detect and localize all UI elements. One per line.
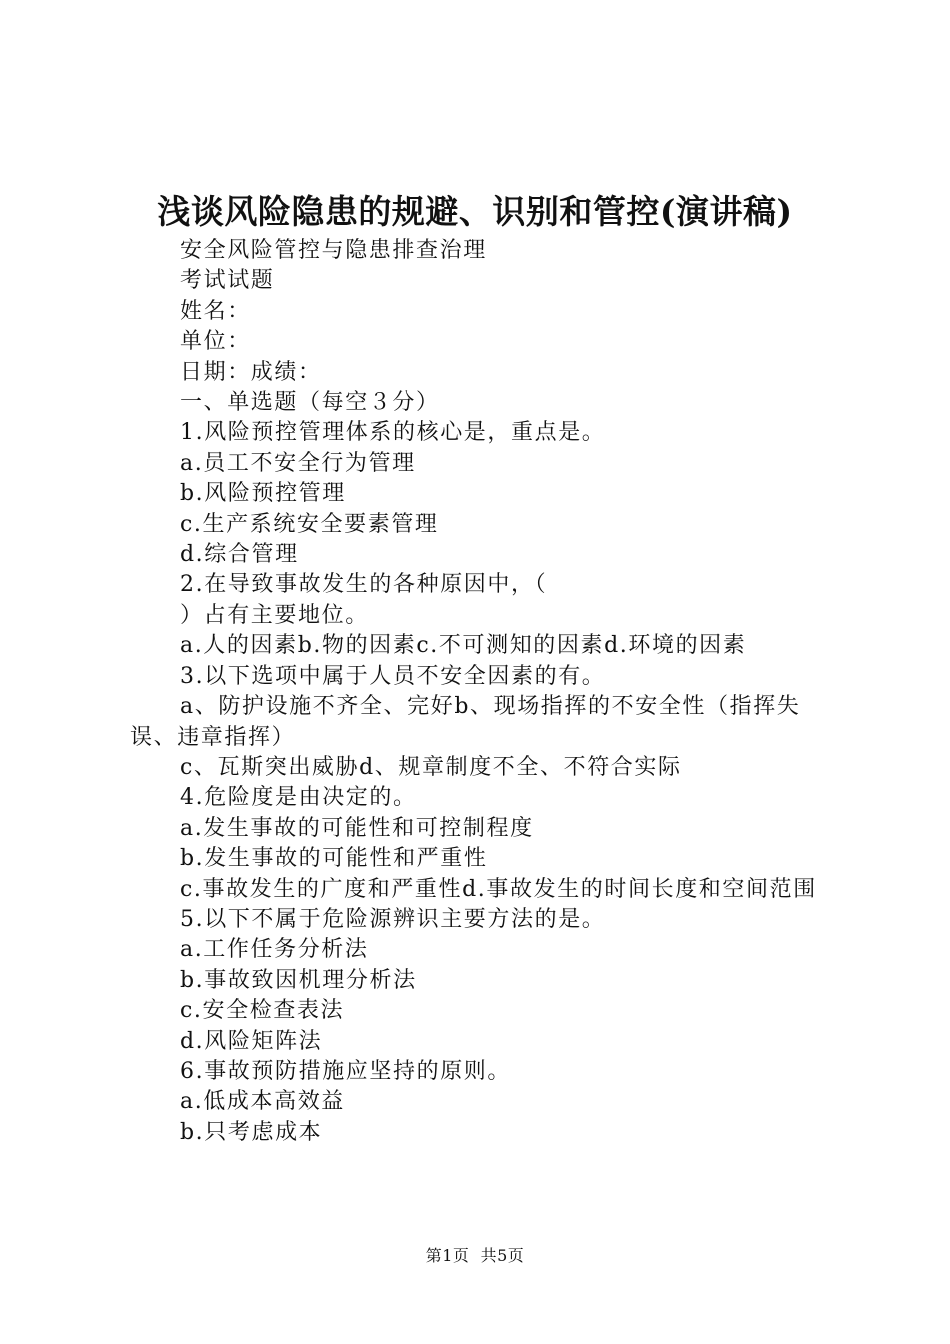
question-3: 3.以下选项中属于人员不安全因素的有。 [180, 663, 606, 689]
question-2: 2.在导致事故发生的各种原因中，（ [180, 572, 548, 598]
question-5-option-c: c.安全检查表法 [180, 998, 345, 1024]
question-1: 1.风险预控管理体系的核心是，重点是。 [180, 420, 606, 446]
name-field-line: 姓名： [180, 298, 251, 324]
subtitle-line: 安全风险管控与隐患排查治理 [180, 238, 487, 263]
question-2-continued: ）占有主要地位。 [180, 602, 369, 628]
question-1-option-d: d.综合管理 [180, 542, 299, 568]
question-5-option-d: d.风险矩阵法 [180, 1028, 323, 1054]
question-5: 5.以下不属于危险源辨识主要方法的是。 [180, 906, 606, 932]
question-4-option-a: a.发生事故的可能性和可控制程度 [180, 815, 534, 841]
question-4-option-b: b.发生事故的可能性和严重性 [180, 846, 488, 872]
page-footer: 第1页 共5页 [425, 1246, 525, 1265]
question-2-options: a.人的因素b.物的因素c.不可测知的因素d.环境的因素 [180, 633, 747, 659]
document-body [130, 236, 832, 1148]
question-6: 6.事故预防措施应坚持的原则。 [180, 1058, 511, 1084]
question-5-option-a: a.工作任务分析法 [180, 937, 369, 963]
unit-field-line: 单位： [180, 329, 251, 355]
document-title: 浅谈风险隐患的规避、识别和管控(演讲稿) [157, 192, 793, 231]
question-4: 4.危险度是由决定的。 [180, 785, 417, 811]
question-1-option-c: c.生产系统安全要素管理 [180, 511, 439, 537]
question-5-option-b: b.事故致因机理分析法 [180, 967, 417, 993]
question-4-options-cd: c.事故发生的广度和严重性d.事故发生的时间长度和空间范围 [180, 876, 817, 902]
question-6-option-b: b.只考虑成本 [180, 1119, 323, 1145]
question-1-option-b: b.风险预控管理 [180, 481, 346, 507]
question-3-options-cd: c、瓦斯突出威胁d、规章制度不全、不符合实际 [180, 754, 682, 780]
question-6-option-a: a.低成本高效益 [180, 1089, 345, 1115]
question-3-options-ab: a、防护设施不齐全、完好b、现场指挥的不安全性（指挥失误、违章指挥） [130, 694, 801, 750]
section-heading: 一、单选题（每空３分） [180, 390, 440, 416]
exam-label-line: 考试试题 [180, 268, 275, 294]
question-1-option-a: a.员工不安全行为管理 [180, 450, 416, 476]
date-score-line: 日期：成绩： [180, 359, 322, 385]
